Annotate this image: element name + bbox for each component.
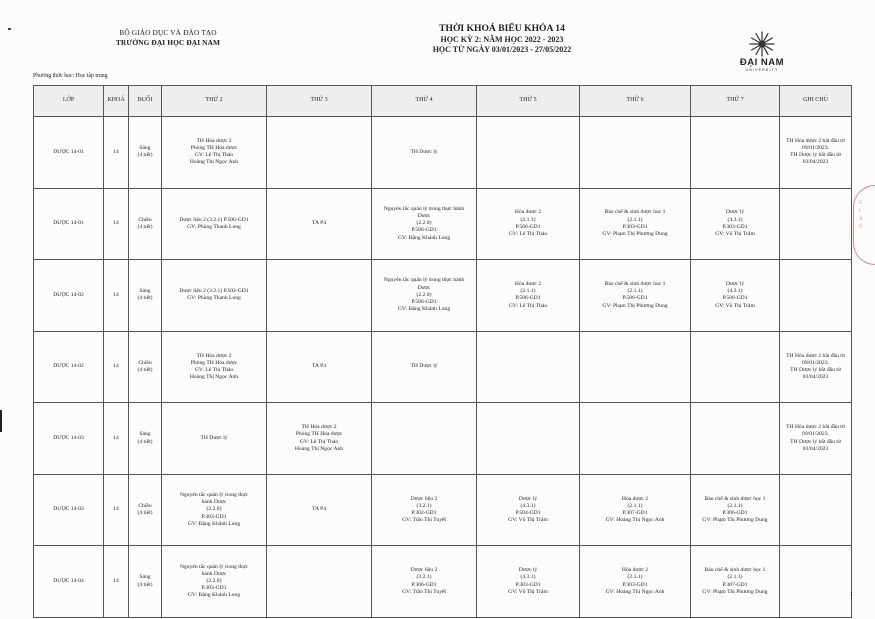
cell-line: Bào chế & sinh dược học 1 — [704, 495, 766, 502]
thursday-cell — [477, 117, 580, 189]
cell-line: GV: Phạm Thị Phương Dung — [702, 588, 768, 595]
cell-line: GV: Vũ Thị Trâm — [508, 517, 548, 524]
cell-line: Sáng — [139, 288, 151, 295]
cell-line: Nguyên tắc quản lý trong thực hành — [383, 205, 465, 212]
cell-line: P.506-GD1 — [411, 299, 437, 305]
cell-line: P.307-GD1 — [622, 510, 648, 517]
cell-line: Nguyên tắc quản lý trong thực hành — [383, 277, 465, 284]
university-logo — [738, 30, 786, 72]
cell-line: (2.2.0) — [416, 291, 432, 298]
cell-line: Sáng — [139, 574, 151, 581]
cell-line: (3.2.1) — [416, 502, 432, 509]
cell-line: GV: Trần Thị Tuyết — [401, 517, 447, 524]
cell-line: Phòng TH Hóa dược — [190, 359, 238, 366]
monday-cell — [162, 117, 267, 189]
cell-line: P.306-GD1 — [722, 510, 748, 517]
cell-line: P.506-GD1 — [411, 227, 437, 234]
cell-line: P.303-GD1 — [722, 223, 748, 230]
cell-line: TH Dược lý bắt đầu từ — [790, 152, 841, 159]
cell-line: Sáng — [139, 145, 151, 152]
column-header: KHOÁ — [104, 86, 129, 117]
cell-line: (4.3.1) — [520, 574, 536, 581]
table-row — [34, 188, 852, 260]
session-cell — [129, 260, 162, 332]
column-header: THỨ 3 — [267, 86, 372, 117]
class-cell: DƯỢC 14-01 — [34, 188, 104, 260]
saturday-cell — [691, 403, 780, 475]
monday-cell — [162, 331, 267, 403]
monday-cell — [162, 546, 267, 618]
cohort-cell: 14 — [104, 188, 129, 260]
cell-line: Bào chế & sinh dược học 1 — [704, 567, 766, 574]
cell-line: GV: Lê Thị Thảo — [508, 302, 548, 309]
cell-line: TH Hóa dược 2 — [196, 352, 232, 359]
cell-line: (4 tiết) — [137, 438, 153, 445]
cell-line: (2.2.0) — [416, 220, 432, 227]
cell-line: Nguyên tắc quản lý trong thực — [179, 563, 249, 570]
cell-line: GV: Phạm Thị Phương Dung — [702, 517, 768, 524]
cell-line: Dược lý — [518, 567, 538, 574]
note-cell — [780, 546, 852, 618]
saturday-cell — [691, 117, 780, 189]
cell-line: (2.1.1) — [627, 574, 643, 581]
university-name: TRƯỜNG ĐẠI HỌC ĐẠI NAM — [115, 38, 221, 47]
issuer-block — [93, 28, 243, 48]
table-row — [34, 117, 852, 189]
cell-line: Hóa dược 2 — [514, 281, 542, 287]
cell-line: 03/04/2023 — [802, 445, 829, 452]
cell-line: Dược liệu 2 (3.2.1) P.502-GD1 — [179, 288, 249, 295]
table-row — [34, 403, 852, 475]
ministry-name: BỘ GIÁO DỤC VÀ ĐÀO TẠO — [119, 28, 217, 37]
cell-line: (4.3.1) — [727, 216, 743, 223]
cell-line: (4 tiết) — [137, 581, 153, 588]
timetable-header — [34, 86, 852, 117]
cell-line: Dược liệu 2 — [410, 495, 438, 502]
cell-line: Dược — [417, 284, 431, 291]
cell-line: (2.2.0) — [206, 506, 222, 513]
column-header: THỨ 4 — [372, 86, 477, 117]
cell-line: Sáng — [139, 431, 151, 438]
cell-line: GV: Lê Thị Thảo — [194, 152, 234, 159]
page-number: 1 — [850, 591, 854, 598]
sunburst-icon — [747, 30, 777, 58]
cell-line: GV: Đặng Khánh Long — [397, 306, 451, 313]
cell-line: GV: Phạm Thị Phương Dung — [602, 302, 668, 309]
cell-line: Nguyên tắc quản lý trong thực — [179, 492, 249, 499]
cell-line: GV: Hoàng Thị Ngọc Anh — [605, 588, 665, 595]
cell-line: 09/01/2023. — [802, 431, 829, 438]
table-row — [34, 546, 852, 618]
cell-line: (4 tiết) — [137, 366, 153, 373]
cell-line: GV: Vũ Thị Trâm — [715, 231, 755, 238]
column-header: LỚP — [34, 86, 104, 117]
cell-line: TA P4 — [311, 363, 326, 370]
column-header: GHI CHÚ — [780, 86, 852, 117]
wednesday-cell — [372, 260, 477, 332]
cohort-cell: 14 — [104, 117, 129, 189]
cell-line: 09/01/2023. — [802, 359, 829, 366]
wednesday-cell — [372, 474, 477, 546]
cell-line: P.506-GD1 — [515, 295, 541, 302]
class-cell: DƯỢC 14-02 — [34, 331, 104, 403]
cell-line: Bào chế & sinh dược học 1 — [604, 281, 666, 287]
cell-line: Hoàng Thị Ngọc Anh — [189, 374, 239, 381]
friday-cell — [580, 403, 691, 475]
cell-line: (4.3.1) — [520, 502, 536, 509]
cell-line: GV: Phùng Thanh Long — [187, 223, 241, 230]
cell-line: TH Hóa dược 2 bắt đầu từ — [786, 424, 845, 431]
cell-line: TH Hóa dược 2 bắt đầu từ — [786, 137, 845, 144]
thursday-cell — [477, 188, 580, 260]
cell-line: Phòng TH Hóa dược — [295, 431, 343, 438]
cell-line: GV: Vũ Thị Trâm — [508, 588, 548, 595]
tuesday-cell — [267, 403, 372, 475]
saturday-cell — [691, 546, 780, 618]
cell-line: (2.1.1) — [627, 288, 643, 295]
cell-line: GV: Phạm Thị Phương Dung — [602, 231, 668, 238]
cell-line: GV: Trần Thị Tuyết — [401, 588, 447, 595]
table-row — [34, 331, 852, 403]
cell-line: (2.1.1) — [627, 502, 643, 509]
cell-line: P.303-GD1 — [201, 585, 227, 592]
cell-line: Hóa dược 2 — [621, 495, 649, 502]
cell-line: TH Dược lý — [410, 363, 438, 370]
thursday-cell — [477, 331, 580, 403]
cell-line: (2.1.1) — [727, 574, 743, 581]
friday-cell — [580, 331, 691, 403]
cell-line: P.307-GD1 — [722, 581, 748, 588]
table-row — [34, 474, 852, 546]
cell-line: P.303-GD1 — [201, 513, 227, 520]
class-cell: DƯỢC 14-04 — [34, 546, 104, 618]
cell-line: P.303-GD1 — [622, 223, 648, 230]
study-method: Phương thức học: Học tập trung — [33, 73, 108, 79]
column-header: THỨ 6 — [580, 86, 691, 117]
friday-cell — [580, 188, 691, 260]
wednesday-cell — [372, 403, 477, 475]
monday-cell — [162, 474, 267, 546]
title-block — [402, 24, 602, 56]
cohort-cell: 14 — [104, 260, 129, 332]
cell-line: (2.2.0) — [206, 578, 222, 585]
session-cell — [129, 188, 162, 260]
cohort-cell: 14 — [104, 403, 129, 475]
wednesday-cell — [372, 188, 477, 260]
column-header: BUỔI — [129, 86, 162, 117]
cell-line: (2.1.1) — [627, 216, 643, 223]
tuesday-cell — [267, 331, 372, 403]
cell-line: (4 tiết) — [137, 152, 153, 159]
cell-line: Hoàng Thị Ngọc Anh — [294, 445, 344, 452]
saturday-cell — [691, 188, 780, 260]
cell-line: P.506-GD1 — [622, 295, 648, 302]
cell-line: TH Hóa dược 2 — [301, 424, 337, 431]
logo-brand: ĐẠI NAM — [739, 57, 785, 68]
friday-cell — [580, 260, 691, 332]
logo-subtitle: UNIVERSITY — [745, 68, 779, 72]
note-cell — [780, 331, 852, 403]
note-cell — [780, 188, 852, 260]
cell-line: GV: Đặng Khánh Long — [187, 520, 241, 527]
session-cell — [129, 546, 162, 618]
class-cell: DƯỢC 14-02 — [34, 260, 104, 332]
cell-line: Dược — [417, 213, 431, 220]
cell-line: Dược lý — [725, 209, 745, 216]
cell-line: P.306-GD1 — [411, 581, 437, 588]
thursday-cell — [477, 474, 580, 546]
cohort-cell: 14 — [104, 474, 129, 546]
monday-cell — [162, 188, 267, 260]
cell-line: TH Dược lý — [410, 148, 438, 155]
cell-line: TA P4 — [311, 220, 326, 227]
cell-line: 03/04/2023 — [802, 159, 829, 166]
saturday-cell — [691, 331, 780, 403]
note-cell — [780, 260, 852, 332]
friday-cell — [580, 546, 691, 618]
wednesday-cell — [372, 546, 477, 618]
class-cell: DƯỢC 14-03 — [34, 403, 104, 475]
cell-line: (4.3.1) — [727, 288, 743, 295]
tuesday-cell — [267, 474, 372, 546]
cell-line: GV: Lê Thị Thảo — [194, 366, 234, 373]
note-cell — [780, 117, 852, 189]
friday-cell — [580, 117, 691, 189]
thursday-cell — [477, 403, 580, 475]
note-cell — [780, 403, 852, 475]
friday-cell — [580, 474, 691, 546]
cell-line: Dược liệu 2 — [410, 567, 438, 574]
cell-line: GV: Lê Thị Thảo — [299, 438, 339, 445]
cell-line: GV: Hoàng Thị Ngọc Anh — [605, 517, 665, 524]
cell-line: TH Dược lý bắt đầu từ — [790, 366, 841, 373]
cell-line: Hoàng Thị Ngọc Anh — [189, 159, 239, 166]
cell-line: TH Hóa dược 2 bắt đầu từ — [786, 352, 845, 359]
cell-line: Phòng TH Hóa dược — [190, 145, 238, 152]
cell-line: Dược liệu 2 (3.2.1) P.506-GD1 — [179, 216, 249, 223]
cell-line: Chiều — [138, 216, 152, 223]
cell-line: (2.1.1) — [520, 288, 536, 295]
wednesday-cell — [372, 117, 477, 189]
cohort-cell: 14 — [104, 546, 129, 618]
cell-line: TH Dược lý — [200, 434, 228, 441]
cell-line: Chiều — [138, 359, 152, 366]
cell-line: P.506-GD1 — [515, 223, 541, 230]
class-cell: DƯỢC 14-03 — [34, 474, 104, 546]
column-header: THỨ 5 — [477, 86, 580, 117]
tuesday-cell — [267, 188, 372, 260]
date-range-label: HỌC TỪ NGÀY 03/01/2023 - 27/05/2022 — [432, 45, 572, 54]
cell-line: Hóa dược 2 — [621, 567, 649, 574]
cell-line: (3.2.1) — [416, 574, 432, 581]
cell-line: 09/01/2023. — [802, 145, 829, 152]
cell-line: (4 tiết) — [137, 295, 153, 302]
cell-line: (4 tiết) — [137, 510, 153, 517]
timetable — [33, 85, 852, 618]
cell-line: P.504-GD1 — [515, 510, 541, 517]
cell-line: P.506-GD1 — [722, 295, 748, 302]
cell-line: Dược lý — [518, 495, 538, 502]
cell-line: (2.1.1) — [727, 502, 743, 509]
wednesday-cell — [372, 331, 477, 403]
cell-line: GV: Phùng Thanh Long — [187, 295, 241, 302]
cell-line: P.303-GD1 — [622, 581, 648, 588]
cell-line: P.302-GD1 — [411, 510, 437, 517]
thursday-cell — [477, 260, 580, 332]
session-cell — [129, 403, 162, 475]
cell-line: GV: Vũ Thị Trâm — [715, 302, 755, 309]
cell-line: P.303-GD1 — [515, 581, 541, 588]
page-title: THỜI KHOÁ BIỂU KHÓA 14 — [439, 23, 565, 34]
cell-line: Bào chế & sinh dược học 1 — [604, 209, 666, 216]
semester-label: HỌC KỲ 2: NĂM HỌC 2022 - 2023 — [440, 34, 564, 44]
column-header: THỨ 2 — [162, 86, 267, 117]
session-cell — [129, 331, 162, 403]
cell-line: Dược lý — [725, 281, 745, 287]
cell-line: (4 tiết) — [137, 223, 153, 230]
scan-mark — [8, 28, 11, 30]
cell-line: hành Dược — [201, 499, 227, 506]
table-row — [34, 260, 852, 332]
saturday-cell — [691, 474, 780, 546]
monday-cell — [162, 260, 267, 332]
thursday-cell — [477, 546, 580, 618]
cell-line: GV: Đặng Khánh Long — [397, 234, 451, 241]
cell-line: TA P4 — [311, 506, 326, 513]
session-cell — [129, 117, 162, 189]
tuesday-cell — [267, 117, 372, 189]
cohort-cell: 14 — [104, 331, 129, 403]
cell-line: GV: Lê Thị Thảo — [508, 231, 548, 238]
cell-line: Hóa dược 2 — [514, 209, 542, 216]
note-cell — [780, 474, 852, 546]
cell-line: TH Hóa dược 2 — [196, 137, 232, 144]
tuesday-cell — [267, 546, 372, 618]
column-header: THỨ 7 — [691, 86, 780, 117]
cell-line: (2.1.1) — [520, 216, 536, 223]
cell-line: TH Dược lý bắt đầu từ — [790, 438, 841, 445]
session-cell — [129, 474, 162, 546]
class-cell: DƯỢC 14-01 — [34, 117, 104, 189]
scan-mark — [0, 410, 2, 432]
cell-line: Chiều — [138, 502, 152, 509]
saturday-cell — [691, 260, 780, 332]
cell-line: GV: Đặng Khánh Long — [187, 592, 241, 599]
tuesday-cell — [267, 260, 372, 332]
approval-stamp: G I Á O — [853, 185, 875, 265]
cell-line: hành Dược — [201, 570, 227, 577]
monday-cell — [162, 403, 267, 475]
cell-line: 03/04/2023 — [802, 374, 829, 381]
